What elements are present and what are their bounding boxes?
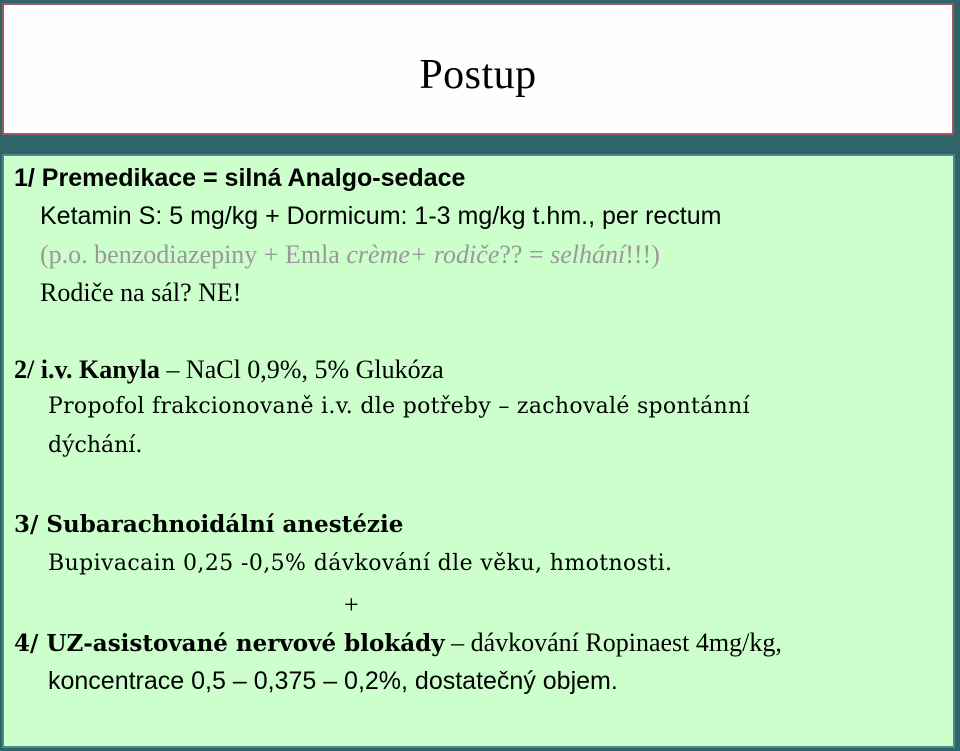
section1-line3: Rodiče na sál? NE!: [40, 278, 242, 307]
section2-heading: [14, 355, 444, 385]
section1-line2-mid: ?? =: [499, 240, 551, 269]
section1-line2: [40, 240, 660, 270]
section1-heading: 1/ Premedikace = silná Analgo-sedace: [14, 164, 466, 192]
section2-line1: Propofol frakcionovaně i.v. dle potřeby – zachovalé spontánní: [48, 394, 750, 419]
section2-heading-rest: – NaCl 0,9%, 5% Glukóza: [159, 355, 444, 384]
section3-heading: 3/ Subarachnoidální anestézie: [14, 511, 404, 538]
section4-heading-bold: 4/ UZ-asistované nervové blokády: [14, 630, 445, 657]
section1-line2-italic2: selhání: [550, 240, 626, 269]
section3-plus: +: [344, 590, 359, 619]
section1-line2-end: !!!): [625, 240, 660, 269]
section4-heading-rest: – dávkování Ropinaest 4mg/kg,: [444, 628, 782, 657]
slide-title: Postup: [419, 52, 537, 98]
section2-line2: dýchání.: [48, 433, 143, 458]
section3-line1: Bupivacain 0,25 -0,5% dávkování dle věku, hmotnosti.: [48, 551, 673, 576]
section1-line1: Ketamin S: 5 mg/kg + Dormicum: 1-3 mg/kg t.hm., per rectum: [40, 202, 722, 230]
content-box: [2, 154, 955, 748]
section2-heading-bold: 2/ i.v. Kanyla: [14, 355, 160, 384]
section4-line1: koncentrace 0,5 – 0,375 – 0,2%, dostatečný objem.: [48, 667, 618, 695]
section4-heading: [14, 628, 782, 658]
section1-line2-start: (p.o. benzodiazepiny + Emla: [40, 240, 347, 269]
title-box: [2, 3, 954, 135]
section1-line2-italic: crème+ rodiče: [346, 240, 500, 269]
